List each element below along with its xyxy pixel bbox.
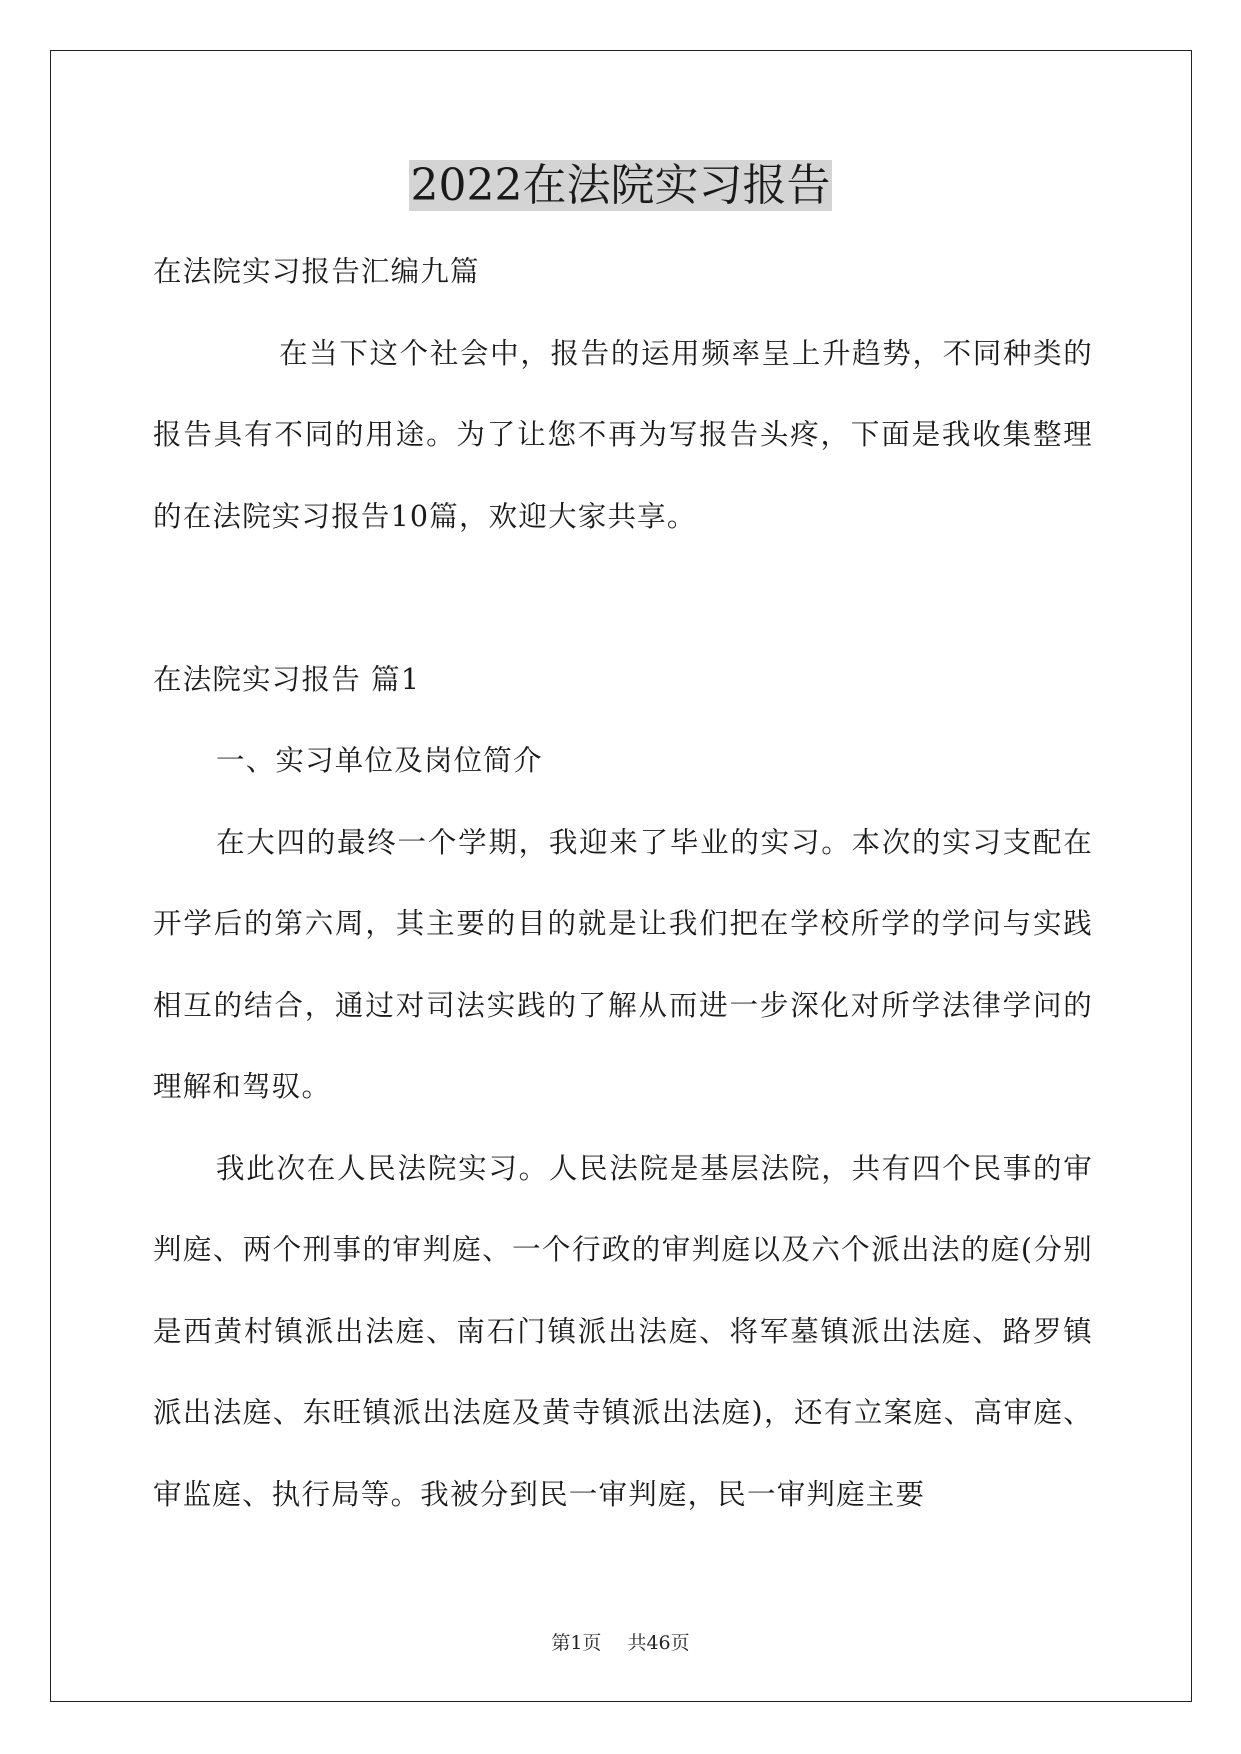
- intro-paragraph: 在当下这个社会中，报告的运用频率呈上升趋势，不同种类的报告具有不同的用途。为了让您不再为写报告头疼，下面是我收集整理的在法院实习报告10篇，欢迎大家共享。: [153, 336, 1093, 533]
- document-body: [153, 231, 1093, 1535]
- page-number: 第1页: [551, 1632, 602, 1654]
- blank-line: [153, 557, 1093, 639]
- body-paragraph: 在大四的最终一个学期，我迎来了毕业的实习。本次的实习支配在开学后的第六周，其主要的目的就是让我们把在学校所学的学问与实践相互的结合，通过对司法实践的了解从而进一步深化对所学法律学问的理解和驾驭。: [153, 825, 1093, 1103]
- subtitle: 在法院实习报告汇编九篇: [153, 255, 480, 288]
- document-title: [0, 158, 1241, 214]
- section-heading: 在法院实习报告 篇1: [153, 662, 421, 696]
- subsection-heading: 一、实习单位及岗位简介: [216, 744, 543, 777]
- body-paragraph: 我此次在人民法院实习。人民法院是基层法院，共有四个民事的审判庭、两个刑事的审判庭、一个行政的审判庭以及六个派出法的庭(分别是西黄村镇派出法庭、南石门镇派出法庭、将军墓镇派出法庭、路罗镇派出法庭、东旺镇派出法庭及黄寺镇派出法庭)，还有立案庭、高审庭、审监庭、执行局等。我被分到民一审判庭，民一审判庭主要: [153, 1151, 1093, 1511]
- page-total: 共46页: [627, 1632, 690, 1654]
- title-highlight: 2022在法院实习报告: [410, 160, 831, 211]
- page-footer: [0, 1628, 1241, 1655]
